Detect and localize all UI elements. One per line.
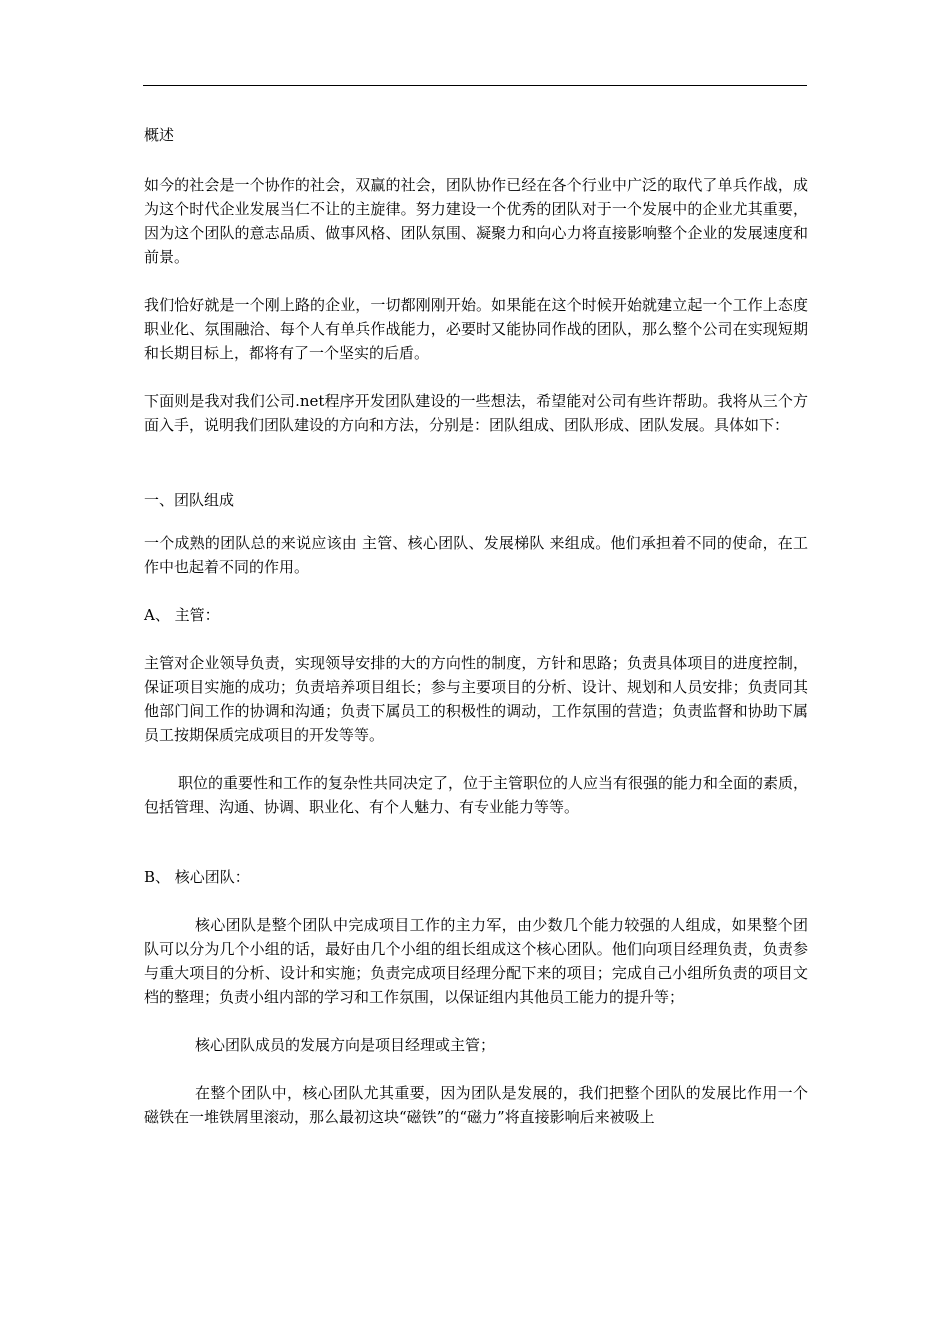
paragraph-core-team-direction: 核心团队成员的发展方向是项目经理或主管； — [195, 1036, 496, 1054]
paragraph-manager-qualities: 职位的重要性和工作的复杂性共同决定了，位于主管职位的人应当有很强的能力和全面的素质，包括管理、沟通、协调、职业化、有个人魅力、有专业能力等等。 — [144, 774, 809, 816]
paragraph-team-composition: 一个成熟的团队总的来说应该由 主管、核心团队、发展梯队 来组成。他们承担着不同的使命，在工作中也起着不同的作用。 — [144, 534, 808, 576]
paragraph-core-team-role: 核心团队是整个团队中完成项目工作的主力军，由少数几个能力较强的人组成，如果整个团队可以分为几个小组的话，最好由几个小组的组长组成这个核心团队。他们向项目经理负责，负责参与重大项目的分析、设计和实施；负责完成项目经理分配下来的项目；完成自己小组所负责的项目文档的整理；负责小组内部的学习和工作氛围，以保证组内其他员工能力的提升等； — [144, 916, 808, 1006]
paragraph-company-start: 我们恰好就是一个刚上路的企业，一切都刚刚开始。如果能在这个时候开始就建立起一个工作上态度职业化、氛围融洽、每个人有单兵作战能力，必要时又能协同作战的团队，那么整个公司在实现短期和长期目标上，都将有了一个坚实的后盾。 — [144, 296, 808, 362]
section-heading-overview: 概述 — [144, 126, 175, 144]
subheading-manager: A、 主管： — [144, 606, 220, 624]
subheading-core-team: B、 核心团队： — [144, 868, 250, 886]
paragraph-core-team-importance: 在整个团队中，核心团队尤其重要，因为团队是发展的，我们把整个团队的发展比作用一个磁铁在一堆铁屑里滚动，那么最初这块“磁铁”的“磁力”将直接影响后来被吸上 — [144, 1084, 808, 1126]
paragraph-intro: 如今的社会是一个协作的社会，双赢的社会，团队协作已经在各个行业中广泛的取代了单兵作战，成为这个时代企业发展当仁不让的主旋律。努力建设一个优秀的团队对于一个发展中的企业尤其重要，因为这个团队的意志品质、做事风格、团队氛围、凝聚力和向心力将直接影响整个企业的发展速度和前景。 — [144, 176, 808, 266]
header-rule — [143, 85, 807, 86]
section-heading-team-composition: 一、团队组成 — [144, 491, 235, 509]
paragraph-manager-duties: 主管对企业领导负责，实现领导安排的大的方向性的制度，方针和思路；负责具体项目的进度控制，保证项目实施的成功；负责培养项目组长；参与主要项目的分析、设计、规划和人员安排；负责同其他部门间工作的协调和沟通；负责下属员工的积极性的调动，工作氛围的营造；负责监督和协助下属员工按期保质完成项目的开发等等。 — [144, 654, 808, 744]
document-body — [144, 123, 808, 1129]
paragraph-plan: 下面则是我对我们公司.net程序开发团队建设的一些想法，希望能对公司有些许帮助。我将从三个方面入手，说明我们团队建设的方向和方法，分别是：团队组成、团队形成、团队发展。具体如下： — [144, 392, 808, 434]
